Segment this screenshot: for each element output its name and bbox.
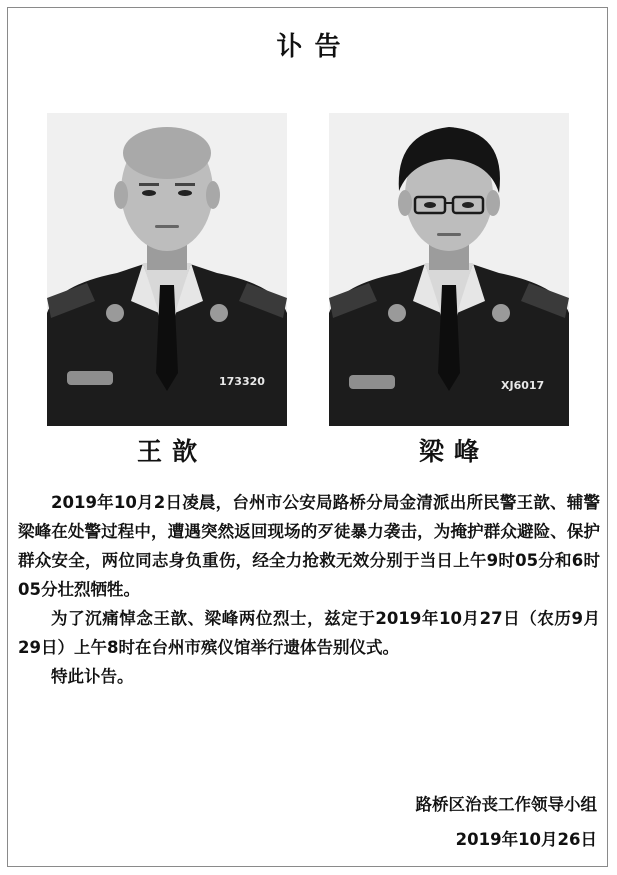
person-name-right: 梁峰 (418, 437, 489, 466)
person-name-left: 王歆 (136, 437, 207, 466)
paragraph-closing: 特此讣告。 (51, 667, 134, 686)
badge-number-left: 173320 (219, 375, 265, 388)
signature-organization: 路桥区治丧工作领导小组 (415, 795, 597, 814)
notice-body (18, 488, 600, 691)
notice-title: 讣告 (276, 32, 353, 62)
portrait-photo-left (47, 113, 287, 426)
signature-date: 2019年10月26日 (455, 830, 597, 849)
paragraph-ceremony: 为了沉痛悼念王歆、梁峰两位烈士，兹定于2019年10月27日（农历9月29日）上午8时在台州市殡仪馆举行遗体告别仪式。 (18, 609, 600, 657)
paragraph-incident: 2019年10月2日凌晨，台州市公安局路桥分局金清派出所民警王歆、辅警梁峰在处警过程中，遭遇突然返回现场的歹徒暴力袭击，为掩护群众避险、保护群众安全，两位同志身负重伤，经全力抢救无效分别于当日上午9时05分和6时05分壮烈牺牲。 (18, 493, 600, 599)
portrait-photo-right (329, 113, 569, 426)
badge-number-right: XJ6017 (501, 379, 545, 392)
